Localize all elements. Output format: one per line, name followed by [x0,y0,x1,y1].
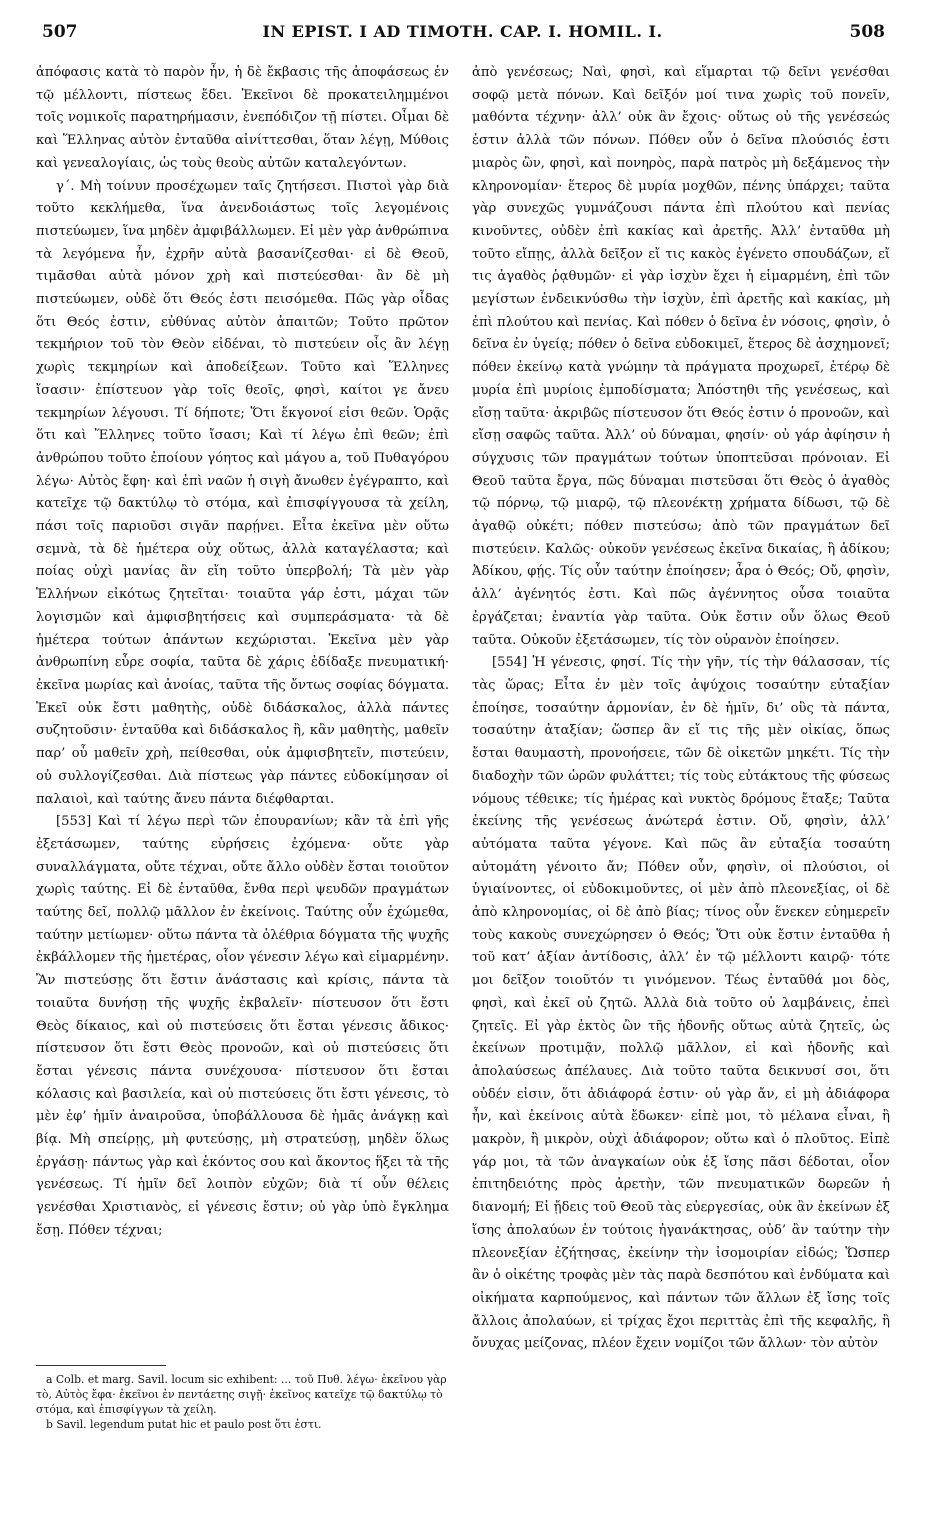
page-number-right: 508 [849,22,885,42]
paragraph: ἀπόφασις κατὰ τὸ παρὸν ἦν, ἡ δὲ ἔκβασις τῆς ἀποφάσεως ἐν τῷ μέλλοντι, πίστεως ἔδει. Ἐκεῖνοι δὲ προκατειλημμένοι τοῖς νομικοῖς παρατηρήμασιν, ἐνεπόδιζον τῇ πίστει. Οἶμαι δὲ καὶ Ἕλληνας αὐτὸν ἐνταῦθα αἰνίττεσθαι, ὅταν λέγῃ, Μύθοις καὶ γενεαλογίαις, ὡς τοὺς θεοὺς αὐτῶν καταλεγόντων. [36,65,449,171]
footnote: a Colb. et marg. Savil. locum sic exhibent: ... τοῦ Πυθ. λέγω· ἐκεῖνου γὰρ τὸ, Αὐτὸς ἔφα· ἐκεῖνοι ἐν πεντάετης σιγῇ· ἐκεῖνος κατεῖχε τῷ δακτύλῳ τὸ στόμα, καὶ ἐπισφίγγων τὰ χείλη. [36,1373,447,1416]
page-number-left: 507 [42,22,78,42]
footnotes [36,1372,449,1432]
running-title: IN EPIST. I AD TIMOTH. CAP. I. HOMIL. I. [262,22,663,41]
paragraph: [554] Ἡ γένεσις, φησί. Τίς τὴν γῆν, τίς τὴν θάλασσαν, τίς τὰς ὥρας; Εἶτα ἐν μὲν τοῖς ἀψύχοις τοσαύτην εὐταξίαν ἐποίησε, τοσαύτην ἁρμονίαν, ἐν δὲ ἡμῖν, δι’ οὓς τὰ πάντα, τοσαύτην ἀταξίαν; ὥσπερ ἂν εἴ τις τῆς μὲν οἰκίας, ὅπως ἔσται θαυμαστὴ, προνοήσειε, τῶν δὲ οἰκετῶν μηκέτι. Τίς τὴν διαδοχὴν τῶν ὡρῶν φυλάττει; τίς τοὺς εὐτάκτους τῆς φύσεως νόμους τέθεικε; τίς ἡμέρας καὶ νυκτὸς δρόμους ἔταξε; Ταῦτα ἐκείνης τῆς γενέσεως ἀνώτερά ἐστιν. Οὔ, φησὶν, ἀλλ’ αὐτόματα ταῦτα γέγονε. Καὶ πῶς ἂν εὐταξία τοσαύτη αὐτομάτη γένοιτο ἄν; Πόθεν οὖν, φησὶν, οἱ πλούσιοι, οἱ ὑγιαίνοντες, οἱ εὐδοκιμοῦντες, οἱ μὲν ἀπὸ πλεονεξίας, οἱ δὲ ἀπὸ κληρονομίας, οἱ δὲ ἀπὸ βίας; τίνος οὖν ἕνεκεν εὐημερεῖν τοὺς κακοὺς συνεχώρησεν ὁ Θεός; Ὅτι οὐκ ἔστιν ἐνταῦθα ἡ τοῦ κατ’ ἀξίαν ἀντίδοσις, ἀλλ’ ἐν τῷ μέλλοντι καιρῷ· τότε μοι δεῖξον τοιοῦτόν τι γινόμενον. Τέως ἐνταῦθά μοι δὸς, φησὶ, καὶ ἐκεῖ οὐ ζητῶ. Ἀλλὰ διὰ τοῦτο οὐ λαμβάνεις, ἐπεὶ ζητεῖς. Εἰ γὰρ ἐκτὸς ὢν τῆς ἡδονῆς οὕτως αὐτὰ ζητεῖς, ὡς ἐκείνων προτιμᾷν, πολλῷ μᾶλλον, εἰ καὶ ἡδονῆς καὶ ἀπολαύσεως ἀπέλαυες. Διὰ τοῦτο ταῦτα δεικνυσί σοι, ὅτι οὐδέν εἰσιν, ὅτι ἀδιάφορά ἐστιν· οὐ γὰρ ἄν, εἰ μὴ ἀδιάφορα ἦν, καὶ ἐκείνοις αὐτὰ ἔδωκεν· εἰπὲ μοι, τὸ μέλανα εἶναι, ἢ μακρὸν, ἢ μικρὸν, οὐχὶ ἀδιάφορον; οὕτω καὶ ὁ πλοῦτος. Εἰπὲ γάρ μοι, τὰ τῶν ἀναγκαίων οὐκ ἐξ ἴσης πᾶσι δέδοται, οἷον ἐπιτηδειότης πρὸς ἀρετὴν, τῶν πνευματικῶν δωρεῶν ἡ διανομή; Εἰ ᾔδεις τοῦ Θεοῦ τὰς εὐεργεσίας, οὐκ ἂν ἐκείνων ἐξ ἴσης ἀπολαύων ἐν τούτοις ἠγανάκτησας, οὐδ’ ἂν ταύτην τὴν πλεονεξίαν ἐζήτησας, ἐκείνην τὴν ἰσομοιρίαν εἰδώς; Ὥσπερ ἂν ὁ οἰκέτης τροφὰς μὲν τὰς παρὰ δεσπότου καὶ ἐνδύματα καὶ οἰκήματα καρπούμενος, καὶ πάντων τῶν ἄλλων ἐξ ἴσης τοῖς ἄλλοις ἀπολαύων, εἰ τρίχας ἔχοι περιττὰς ἐπὶ τῆς κεφαλῆς, ἢ ὄνυχας μείζονας, πλέον ἔχειν νομίζοι τῶν ἄλλων· τὸν αὐτὸν [472,655,890,1352]
running-header [22,22,903,52]
footnote-divider [36,1365,166,1366]
paragraph: ἀπὸ γενέσεως; Ναὶ, φησὶ, καὶ εἵμαρται τῷ δεῖνι γενέσθαι σοφῷ μετὰ πόνων. Καὶ δεῖξόν μοί τινα χωρὶς τοῦ πονεῖν, μαθόντα τέχνην· ἀλλ’ οὐκ ἂν ἔχοις· οὕτως οὐ τῆς γενέσεώς ἐστιν ἀλλὰ τῶν πόνων. Πόθεν οὖν ὁ δεῖνα πλούσιός ἐστι μιαρὸς ὢν, φησὶ, καὶ πονηρὸς, παρὰ πατρὸς μὴ δεξάμενος τὴν κληρονομίαν· ἕτερος δὲ μυρία μοχθῶν, πένης ὑπάρχει; ταῦτα γὰρ συνεχῶς γυμνάζουσι πάντα ἐπὶ πλούτου καὶ πενίας κινοῦντες, οὐδὲν ἐπὶ κακίας καὶ ἀρετῆς. Ἀλλ’ ἐνταῦθα μὴ τοῦτο εἴπῃς, ἀλλὰ δεῖξον εἴ τις κακὸς ἐγένετο σπουδάζων, εἴ τις ἀγαθὸς ῥᾳθυμῶν· εἰ γὰρ ἰσχὺν ἔχει ἡ εἱμαρμένη, ἐπὶ τῶν μεγίστων ἐνδεικνύσθω τὴν ἰσχὺν, ἐπὶ ἀρετῆς καὶ κακίας, μὴ ἐπὶ πλούτου καὶ πενίας. Καὶ πόθεν ὁ δεῖνα ἐν νόσοις, φησὶν, ὁ δεῖνα ἐν ὑγείᾳ; πόθεν ὁ δεῖνα εὐδοκιμεῖ, ἕτερος δὲ ἀσχημονεῖ; πόθεν ἐκείνῳ κατὰ γνώμην τὰ πράγματα προχωρεῖ, ἑτέρῳ δὲ μυρία ἐπὶ μυρίοις ἐμποδίσματα; Ἀπόστηθι τῆς γενέσεως, καὶ εἴσῃ ταῦτα· ἀκριβῶς πίστευσον ὅτι Θεός ἐστιν ὁ προνοῶν, καὶ εἴσῃ σαφῶς ταῦτα. Ἀλλ’ οὐ δύναμαι, φησίν· οὐ γάρ ἀφίησιν ἡ σύγχυσις τῶν πραγμάτων τούτων ὑποπτεῦσαι πρόνοιαν. Εἰ Θεοῦ ταῦτα ἔργα, πῶς δύναμαι πιστεῦσαι ὅτι Θεὸς ὁ ἀγαθὸς τῷ πόρνῳ, τῷ μιαρῷ, τῷ πλεονέκτῃ χρήματα δίδωσι, τῷ δὲ ἀγαθῷ οὐκέτι; πόθεν πιστεύσω; ἀπὸ τῶν πραγμάτων δεῖ πιστεύειν. Καλῶς· οὐκοῦν γενέσεως ἐκεῖνα δικαίας, ἢ ἀδίκου; Ἀδίκου, φῄς. Τίς οὖν ταύτην ἐποίησεν; ἆρα ὁ Θεός; Οὔ, φησὶν, ἀλλ’ ἀγένητός ἐστι. Καὶ πῶς ἀγέννητος οὖσα τοιαῦτα ἐργάζεται; ἐναντία γὰρ ταῦτα. Οὐκ ἔστιν οὖν ὅλως Θεοῦ ταῦτα. Οὐκοῦν ἐξετάσωμεν, τίς τὸν οὐρανὸν ἐποίησεν. [472,65,890,648]
footnote: b Savil. legendum putat hic et paulo post ὅτι ἐστι. [46,1418,322,1431]
paragraph: γ΄. Μὴ τοίνυν προσέχωμεν ταῖς ζητήσεσι. Πιστοὶ γὰρ διὰ τοῦτο κεκλήμεθα, ἵνα ἀνενδοιάστως τοῖς λεγομένοις πιστεύωμεν, ἵνα μηδὲν ἀμφιβάλλωμεν. Εἰ μὲν γὰρ ἀνθρώπινα τὰ λεγόμενα ἦν, ἐχρῆν αὐτὰ βασανίζεσθαι· εἰ δὲ Θεοῦ, τιμᾶσθαι αὐτὰ μόνον χρὴ καὶ πιστεύεσθαι· ἂν δὲ μὴ πιστεύωμεν, οὐδὲ ὅτι Θεός ἐστι πεισόμεθα. Πῶς γὰρ οἶδας ὅτι Θεός ἐστιν, εὐθύνας αὐτὸν ἀπαιτῶν; Τοῦτο πρῶτον τεκμήριον τοῦ τὸν Θεὸν εἰδέναι, τὸ πιστεύειν οἷς ἂν λέγῃ χωρὶς τεκμηρίων καὶ ἀποδείξεων. Τοῦτο καὶ Ἕλληνες ἴσασιν· ἐπίστευον γὰρ τοῖς θεοῖς, φησὶ, καίτοι γε ἄνευ τεκμηρίων λέγουσι. Τί δήποτε; Ὅτι ἔκγονοί εἰσι θεῶν. Ὁρᾷς ὅτι καὶ Ἕλληνες τοῦτο ἴσασι; Καὶ τί λέγω ἐπὶ θεῶν; ἐπὶ ἀνθρώπου τοῦτο ἐποίουν γόητος καὶ μάγου a, τοῦ Πυθαγόρου λέγω· Αὐτὸς ἔφη· καὶ ἐπὶ ναῶν ἡ σιγὴ ἄνωθεν ἐγέγραπτο, καὶ κατεῖχε τῷ δακτύλῳ τὸ στόμα, καὶ ἐπισφίγγουσα τὰ χείλη, πάσι τοῖς παριοῦσι σιγᾶν παρῄνει. Εἶτα ἐκεῖνα μὲν οὕτω σεμνὰ, τὰ δὲ ἡμέτερα οὐχ οὕτως, ἀλλὰ καταγέλαστα; καὶ ποίας οὐχὶ μανίας ἂν εἴη τοῦτο ὑπερβολή; Τὰ μὲν γὰρ Ἑλλήνων εἰκότως ζητεῖται· τοιαῦτα γάρ ἐστι, μάχαι τῶν λογισμῶν καὶ ἀμφισβητήσεις καὶ συμπεράσματα· τὰ δὲ ἡμέτερα τούτων ἁπάντων κεχώρισται. Ἐκεῖνα μὲν γὰρ ἀνθρωπίνη εὗρε σοφία, ταῦτα δὲ χάρις ἐδίδαξε πνευματική· ἐκεῖνα μωρίας καὶ ἀνοίας, ταῦτα τῆς ὄντως σοφίας δόγματα. Ἐκεῖ οὐκ ἔστι μαθητὴς, οὐδὲ διδάσκαλος, ἀλλὰ πάντες συζητοῦσιν· ἐνταῦθα καὶ διδάσκαλος ἢ, κἂν μαθητὴς, μαθεῖν παρ’ οὗ μαθεῖν χρὴ, πείθεσθαι, οὐκ ἀμφισβητεῖν, πιστεύειν, οὐ συλλογίζεσθαι. Διὰ πίστεως γὰρ πάντες εὐδοκίμησαν οἱ παλαιοὶ, καὶ ταύτης ἄνευ πάντα διέφθαρται. [36,178,449,807]
left-column [36,62,449,1472]
paragraph: [553] Καὶ τί λέγω περὶ τῶν ἐπουρανίων; κἂν τὰ ἐπὶ γῆς ἐξετάσωμεν, ταύτης εὑρήσεις ἐχόμενα· οὔτε γὰρ συναλλάγματα, οὔτε τέχναι, οὔτε ἄλλο οὐδὲν ἔσται τοιοῦτον χωρὶς ταύτης. Εἰ δὲ ἐνταῦθα, ἔνθα περὶ ψευδῶν πραγμάτων ταύτης δεῖ, πολλῷ μᾶλλον ἐν ἐκείνοις. Ταύτης οὖν ἐχώμεθα, ταύτην μετίωμεν· οὕτω πάντα τὰ ὀλέθρια δόγματα τῆς ψυχῆς ἐκβάλλομεν τῆς ἡμετέρας, οἷον γένεσιν λέγω καὶ εἱμαρμένην. Ἂν πιστεύσῃς ὅτι ἔστιν ἀνάστασις καὶ κρίσις, πάντα τὰ τοιαῦτα δυνήσῃ τῆς ψυχῆς ἐκβαλεῖν· πίστευσον ὅτι ἔστι Θεὸς δίκαιος, καὶ οὐ πιστεύσεις ὅτι ἔσται γένεσις ἄδικος· πίστευσον ὅτι ἔστι Θεὸς προνοῶν, καὶ οὐ πιστεύσεις ὅτι ἔσται γένεσις πάντα συνέχουσα· πίστευσον ὅτι ἔσται κόλασις καὶ βασιλεία, καὶ οὐ πιστεύσεις ὅτι ἔστι γένεσις, τὸ μὲν ἐφ’ ἡμῖν ἀναιροῦσα, ὑποβάλλουσα δὲ ἡμᾶς ἀνάγκῃ καὶ βίᾳ. Μὴ σπείρῃς, μὴ φυτεύσῃς, μὴ στρατεύσῃ, μηδὲν ὅλως ἐργάσῃ· πάντως γὰρ καὶ ἑκόντος σου καὶ ἄκοντος ἥξει τὰ τῆς γενέσεως. Τί ἡμῖν δεῖ λοιπὸν εὐχῶν; διὰ τί οὖν θέλεις γενέσθαι Χριστιανὸς, εἰ γένεσις ἔστιν; οὐ γὰρ ὑπὸ ἔγκλημα ἔσῃ. Πόθεν τέχναι; [36,814,449,1238]
right-column [472,62,890,1472]
